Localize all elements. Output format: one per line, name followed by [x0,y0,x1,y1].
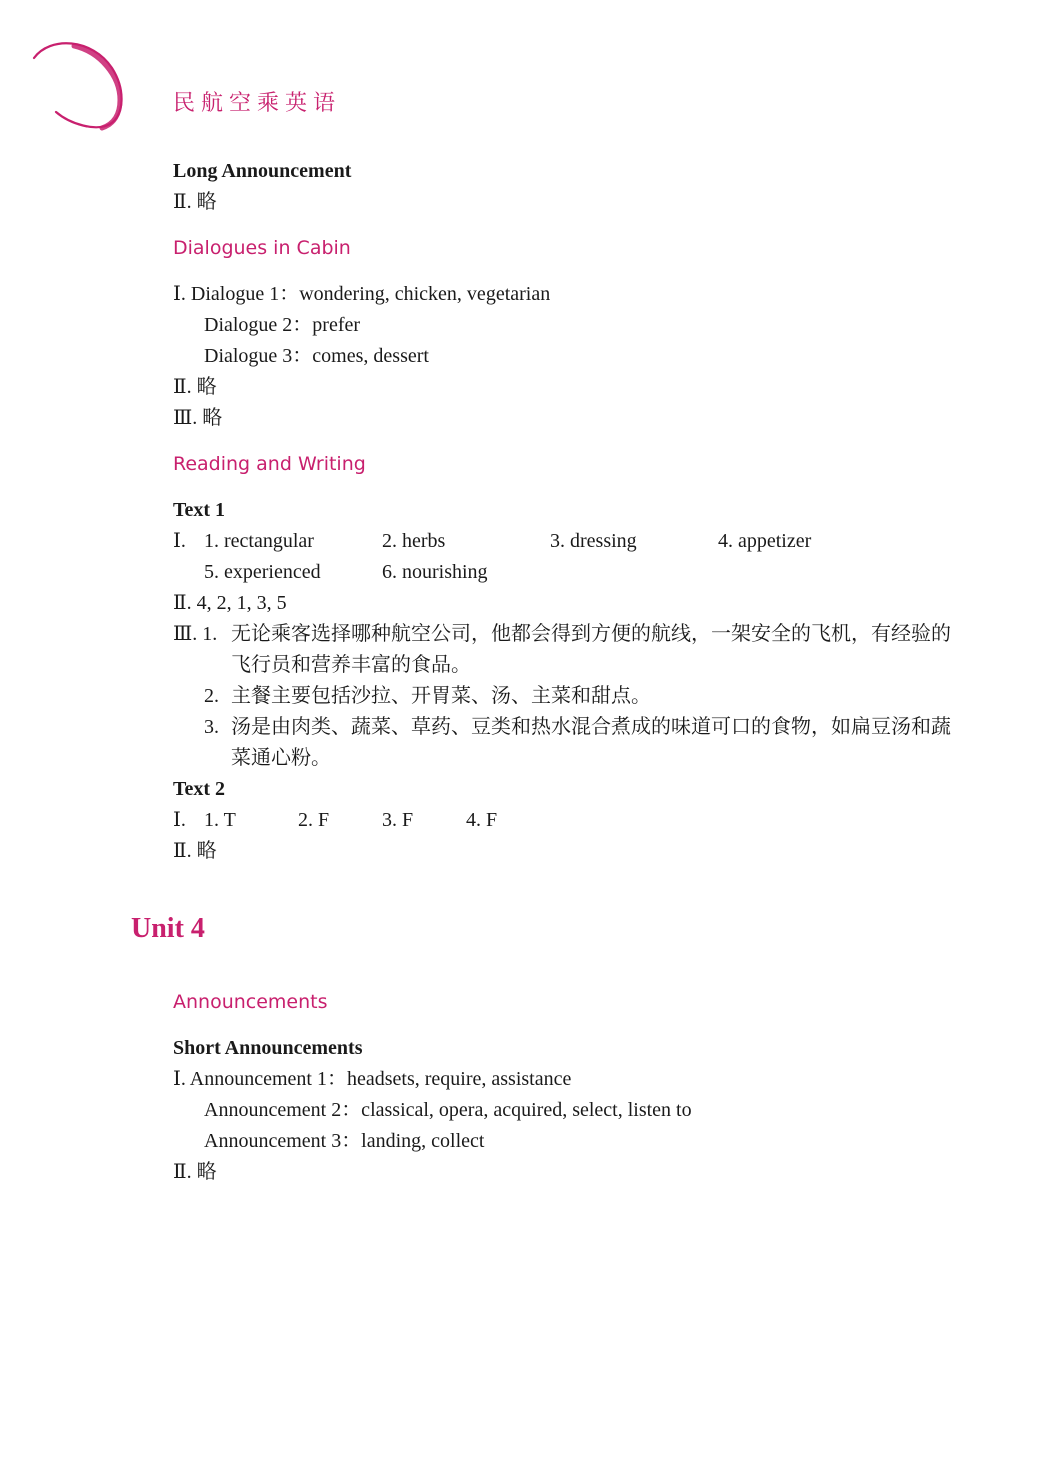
dialogue-iii: Ⅲ. 略 [173,407,223,429]
dialogue-line-1: Ⅰ. Dialogue 1：wondering, chicken, vegetarian [173,283,551,305]
text2-answer: 1. T [204,809,236,831]
text1-iii-item [173,681,963,712]
text2-ii: Ⅱ. 略 [173,840,217,862]
text1-iii-num: 3. [204,716,219,738]
text2-answers-row [173,805,963,836]
text1-word: 1. rectangular [204,530,314,552]
dialogue-line-3: Dialogue 3：comes, dessert [204,345,429,367]
dialogue-line-2: Dialogue 2：prefer [204,314,361,336]
text1-words-row-2 [173,557,963,588]
announcements-section-title: Announcements [173,991,328,1013]
text1-iii-num: 1. [202,623,218,645]
short-announcements-heading: Short Announcements [173,1037,363,1059]
text1-iii-num: 2. [204,685,219,707]
dialogues-section-title: Dialogues in Cabin [173,237,351,259]
text1-word: 2. herbs [382,530,446,552]
text1-iii-item [173,712,963,774]
text1-word: 6. nourishing [382,561,488,583]
text1-iii-text: 主餐主要包括沙拉、开胃菜、汤、主菜和甜点。 [231,685,651,707]
dialogue-ii: Ⅱ. 略 [173,376,217,398]
text2-answer: 3. F [382,809,414,831]
announcement-line-1: Ⅰ. Announcement 1：headsets, require, assistance [173,1068,572,1090]
header-arc-logo [30,38,130,133]
text1-iii-prefix: Ⅲ. [173,623,198,645]
text1-word: 3. dressing [550,530,637,552]
announcement-line-2: Announcement 2：classical, opera, acquired, select, listen to [204,1099,692,1121]
page-content [173,156,963,867]
long-announcement-ii: Ⅱ. 略 [173,191,217,213]
text1-ii: Ⅱ. 4, 2, 1, 3, 5 [173,592,287,614]
announcement-line-3: Announcement 3：landing, collect [204,1130,485,1152]
text1-words-row-1 [173,526,963,557]
text1-word: 4. appetizer [718,530,812,552]
text1-heading: Text 1 [173,499,226,521]
announcements-ii: Ⅱ. 略 [173,1161,217,1183]
text2-i-prefix: Ⅰ. [173,809,186,831]
unit-4-title: Unit 4 [131,913,205,944]
text1-i-prefix: Ⅰ. [173,530,186,552]
text1-iii-item [173,619,963,681]
reading-section-title: Reading and Writing [173,453,366,475]
text2-answer: 2. F [298,809,330,831]
text1-iii-text: 汤是由肉类、蔬菜、草药、豆类和热水混合煮成的味道可口的食物，如扁豆汤和蔬菜通心粉。 [231,716,951,769]
text1-word: 5. experienced [204,561,321,583]
long-announcement-heading: Long Announcement [173,160,352,182]
text2-heading: Text 2 [173,778,226,800]
text2-answer: 4. F [466,809,498,831]
book-title: 民航空乘英语 [173,91,342,116]
text1-iii-text: 无论乘客选择哪种航空公司，他都会得到方便的航线，一架安全的飞机，有经验的飞行员和营养丰富的食品。 [231,623,951,676]
unit4-content [173,987,963,1188]
